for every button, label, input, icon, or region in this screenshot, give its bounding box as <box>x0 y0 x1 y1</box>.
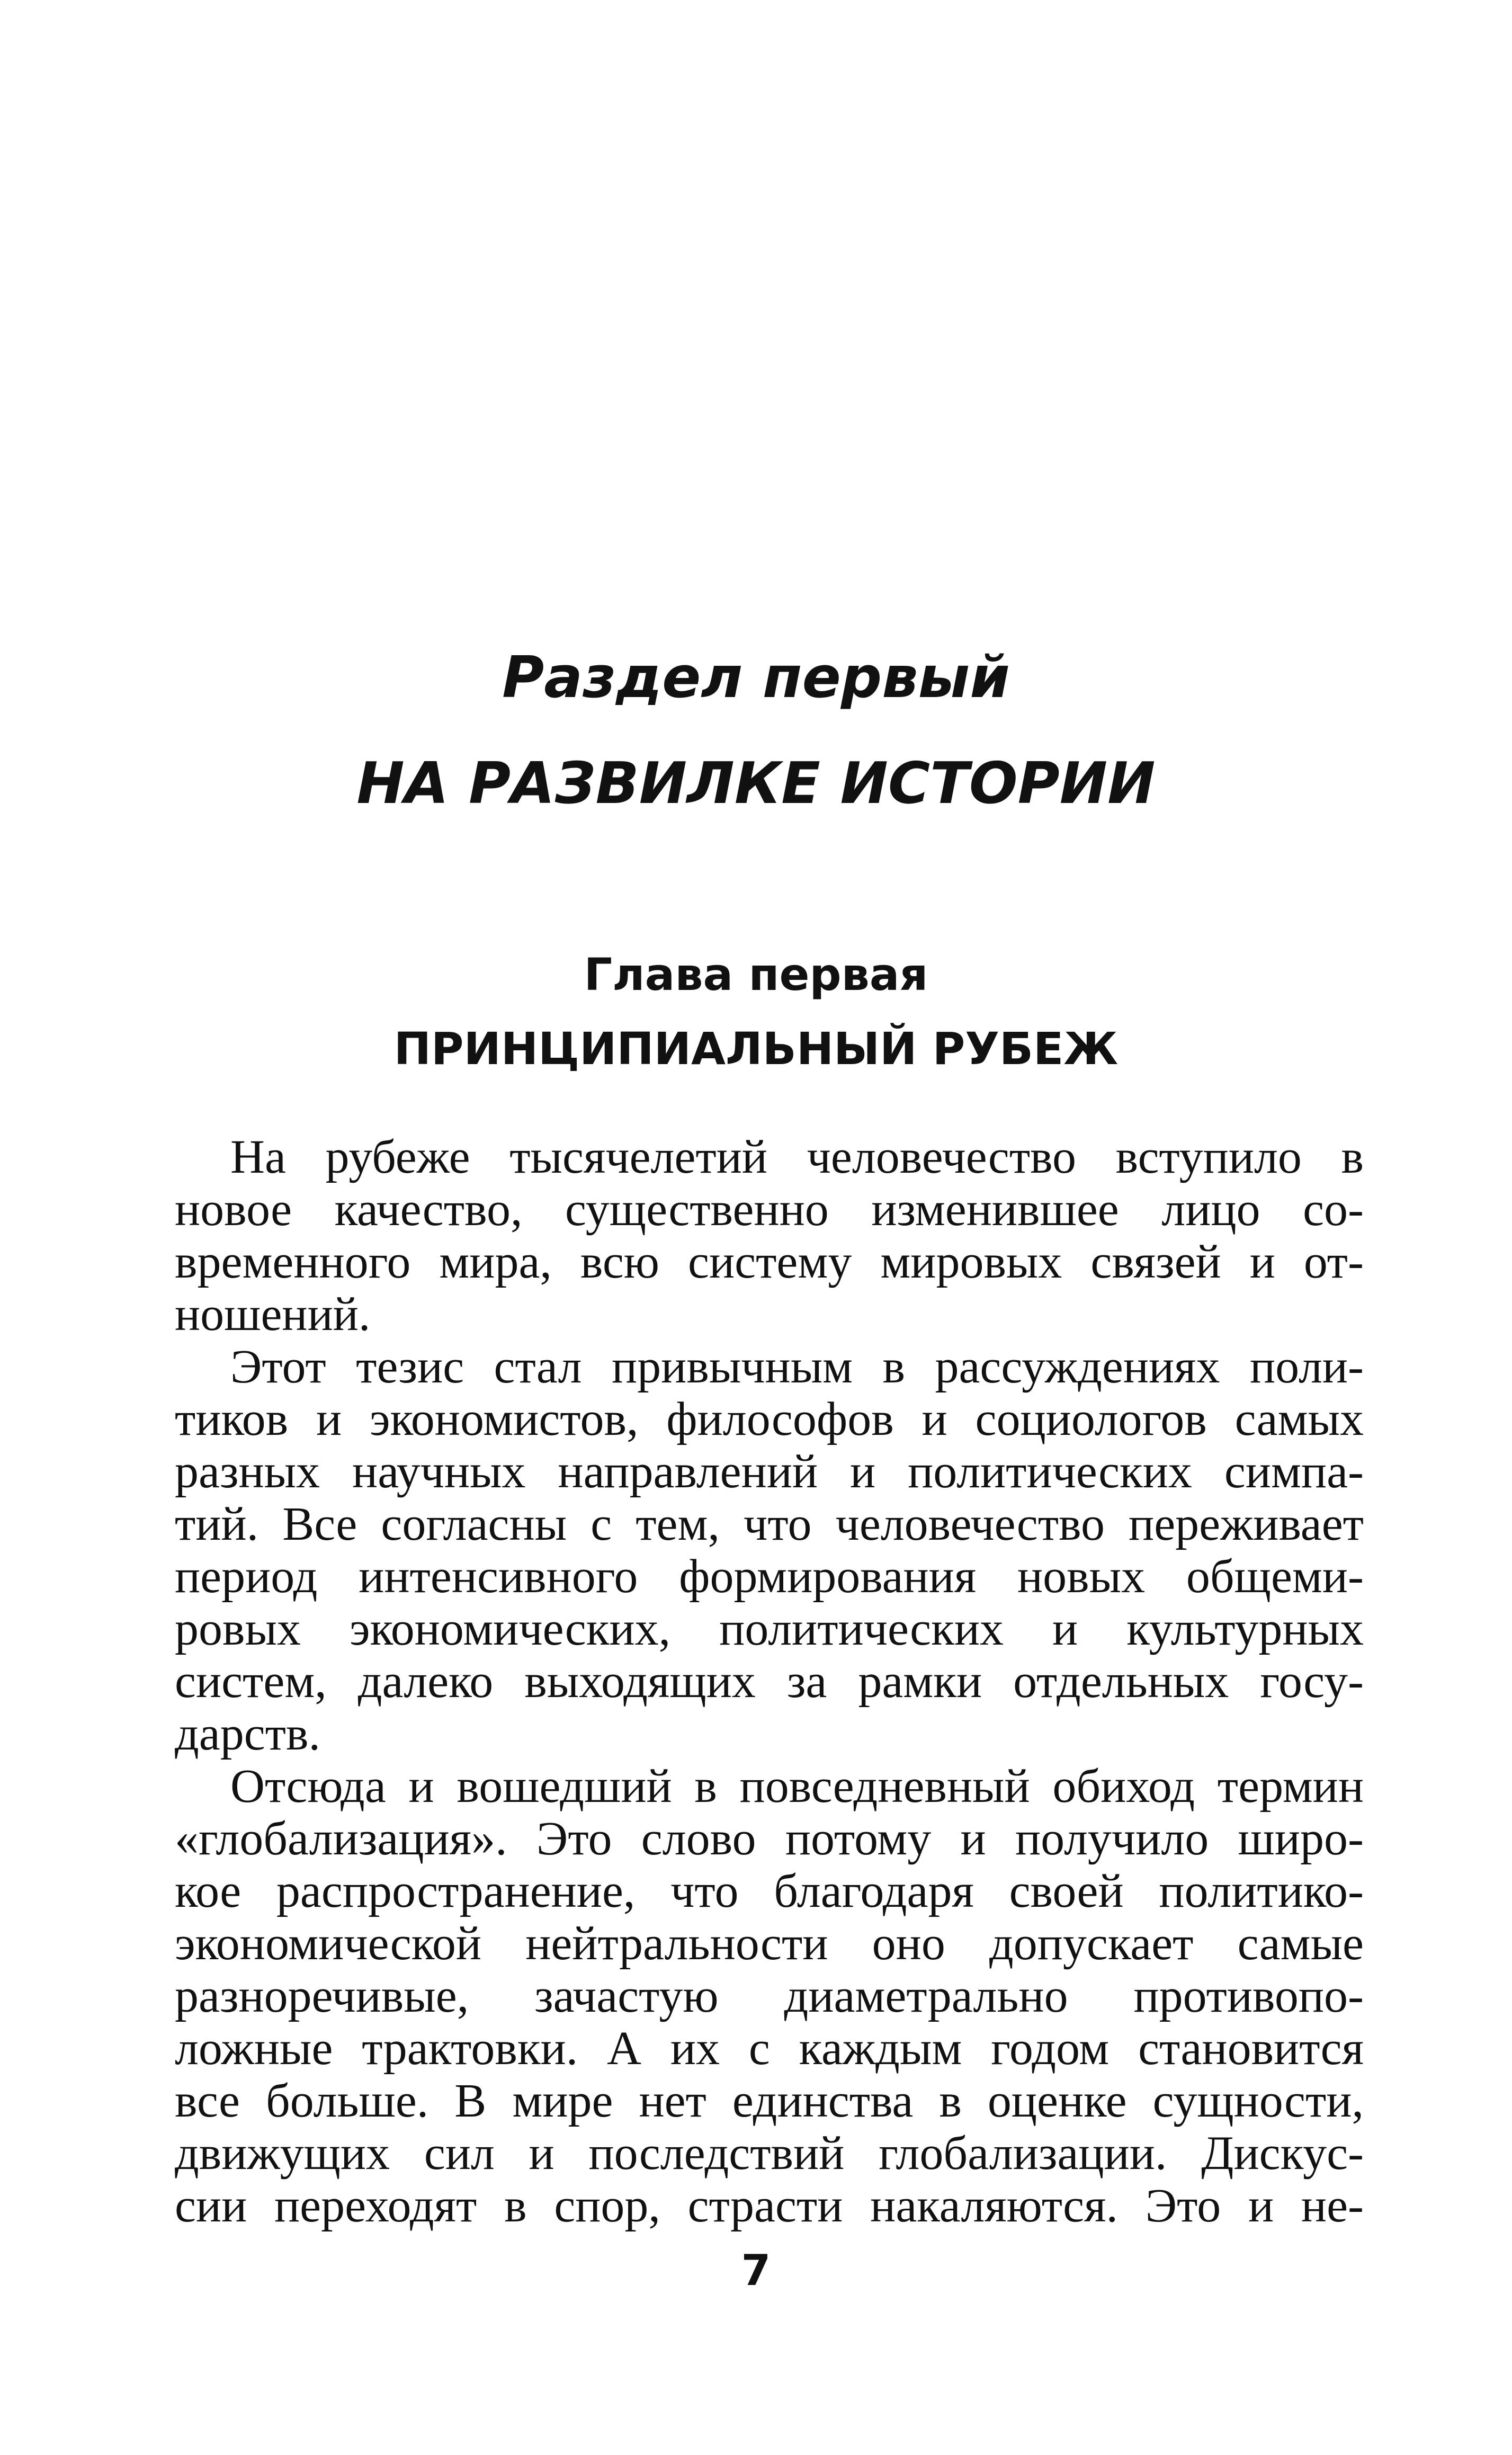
section-label: Раздел первый <box>502 645 1010 711</box>
text-line: ровых экономических, политических и культурных <box>175 1603 1364 1655</box>
page-number: 7 <box>741 2246 771 2295</box>
text-line: период интенсивного формирования новых общеми- <box>175 1550 1364 1603</box>
text-line: новое качество, существенно изменившее лицо со- <box>175 1183 1364 1236</box>
section-heading <box>0 625 1512 837</box>
text-line: ношений. <box>175 1288 371 1341</box>
text-line: «глобализация». Это слово потому и получило широ- <box>175 1813 1364 1865</box>
text-line: На рубеже тысячелетий человечество вступило в <box>230 1131 1364 1183</box>
body-text <box>175 1131 1364 2232</box>
chapter-heading <box>0 938 1512 1086</box>
text-line: Отсюда и вошедший в повседневный обиход термин <box>230 1760 1364 1813</box>
text-line: кое распространение, что благодаря своей политико- <box>175 1865 1364 1917</box>
text-line: дарств. <box>175 1708 321 1760</box>
text-line: тий. Все согласны с тем, что человечество переживает <box>175 1498 1364 1550</box>
chapter-title: ПРИНЦИПИАЛЬНЫЙ РУБЕЖ <box>393 1023 1119 1075</box>
text-line: временного мира, всю систему мировых связей и от- <box>175 1236 1364 1288</box>
text-line: сии переходят в спор, страсти накаляются. Это и не- <box>175 2180 1364 2232</box>
section-title: НА РАЗВИЛКЕ ИСТОРИИ <box>356 751 1156 817</box>
text-line: экономической нейтральности оно допускает самые <box>175 1917 1364 1970</box>
text-line: все больше. В мире нет единства в оценке сущности, <box>175 2075 1364 2127</box>
text-line: ложные трактовки. А их с каждым годом становится <box>175 2022 1364 2075</box>
text-line: разноречивые, зачастую диаметрально противопо- <box>175 1970 1364 2022</box>
text-line: систем, далеко выходящих за рамки отдельных госу- <box>175 1655 1364 1708</box>
text-line: Этот тезис стал привычным в рассуждениях поли- <box>230 1341 1364 1393</box>
text-line: разных научных направлений и политических симпа- <box>175 1445 1364 1498</box>
chapter-label: Глава первая <box>584 949 928 1001</box>
text-line: тиков и экономистов, философов и социологов самых <box>175 1393 1364 1445</box>
text-line: движущих сил и последствий глобализации. Дискус- <box>175 2127 1364 2180</box>
